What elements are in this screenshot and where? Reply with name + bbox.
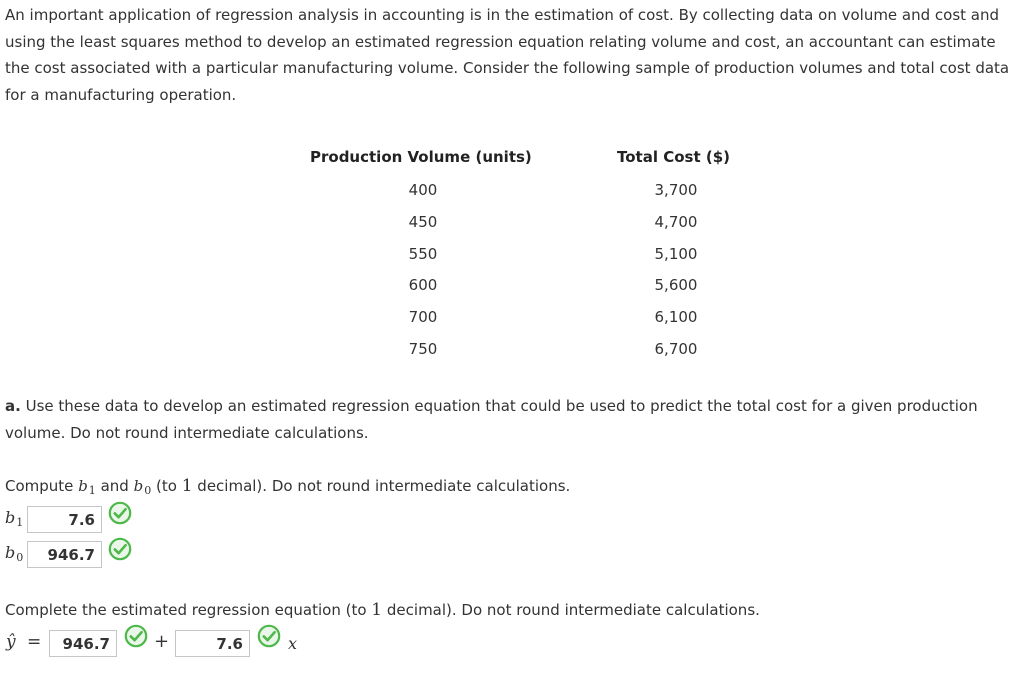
slope-answer-field[interactable]: 7.6 (175, 630, 250, 657)
b0-symbol: $b_0$ (133, 477, 152, 497)
yhat-symbol: ŷ (6, 632, 16, 652)
table-cell: 4,700 (654, 213, 698, 231)
table-cell: 5,600 (654, 276, 698, 294)
table-header-cost: Total Cost ($) (617, 148, 730, 166)
table-header-volume: Production Volume (units) (310, 148, 532, 166)
part-a-label: a. (5, 397, 21, 415)
table-cell: 400 (408, 181, 438, 199)
table-cell: 3,700 (654, 181, 698, 199)
b1-answer-field[interactable]: 7.6 (27, 506, 102, 533)
table-cell: 6,700 (654, 340, 698, 358)
plus-sign: + (154, 631, 170, 652)
b0-answer-field[interactable]: 946.7 (27, 541, 102, 568)
table-cell: 450 (408, 213, 438, 231)
equation-instruction: Complete the estimated regression equation (to 1 decimal). Do not round intermediate calculations. (5, 600, 760, 620)
table-cell: 6,100 (654, 308, 698, 326)
intercept-answer-field[interactable]: 946.7 (49, 630, 117, 657)
part-a-text: Use these data to develop an estimated regression equation that could be used to predict the total cost for a given production volume. Do not round intermediate calculations. (5, 397, 978, 442)
equals-sign: = (27, 632, 42, 652)
b0-label: $b_0$ (5, 543, 24, 564)
table-cell: 600 (408, 276, 438, 294)
check-circle-icon (257, 624, 281, 648)
check-circle-icon (108, 501, 132, 525)
check-circle-icon (108, 537, 132, 561)
intro-paragraph: An important application of regression analysis in accounting is in the estimation of cost. By collecting data on volume and cost and using the least squares method to develop an estimated regression equation relating volume and cost, an accountant can estimate the cost associated with a particular manufacturing volume. Consider the following sample of production volumes and total cost data for a manufacturing operation. (5, 6, 1010, 104)
table-cell: 550 (408, 245, 438, 263)
x-variable: x (288, 634, 298, 653)
b1-label: $b_1$ (5, 508, 24, 529)
table-cell: 5,100 (654, 245, 698, 263)
table-cell: 700 (408, 308, 438, 326)
compute-instruction: Compute $b_1$ and $b_0$ (to 1 decimal). Do not round intermediate calculations. (5, 476, 571, 497)
equation-row (6, 632, 41, 652)
part-a-paragraph (5, 393, 1019, 446)
check-circle-icon (124, 624, 148, 648)
b1-symbol: $b_1$ (78, 477, 96, 497)
table-cell: 750 (408, 340, 438, 358)
